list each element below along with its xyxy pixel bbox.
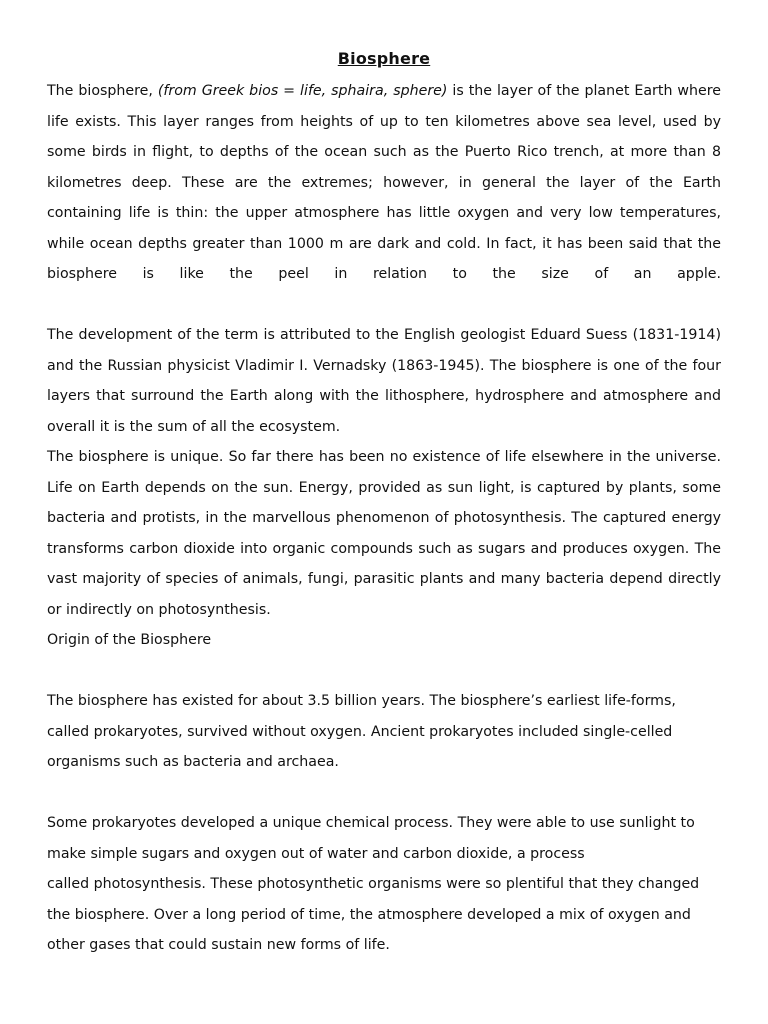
paragraph-intro-rest: is the layer of the planet Earth where life exists. This layer ranges from heights of up to ten kilometres above sea level, used by some birds in flight, to depths of the ocean such as the Puerto Rico trench, at more than 8 kilometres deep. These are the extremes; however, in general the layer of the Earth containing life is thin: the upper atmosphere has little oxygen and very low temperatures, while ocean depths greater than 1000 m are dark and cold. In fact, it has been said that the biosphere is like the peel in relation to the size of an apple. — [47, 83, 721, 282]
paragraph-intro-etymology: (from Greek bios = life, sphaira, sphere) — [157, 83, 448, 99]
paragraph-line: the biosphere. Over a long period of time, the atmosphere developed a mix of oxygen and — [47, 906, 691, 923]
paragraph-uniqueness: The biosphere is unique. So far there has been no existence of life elsewhere in the universe. Life on Earth depends on the sun. Energy, provided as sun light, is captured by plants, some bacteria and protists, in the marvellous phenomenon of photosynthesis. The captured energy transforms carbon dioxide into organic compounds such as sugars and produces oxygen. The vast majority of species of animals, fungi, parasitic plants and many bacteria depend directly or indirectly on photosynthesis. — [47, 449, 721, 618]
paragraph-line: called photosynthesis. These photosynthetic organisms were so plentiful that they changed — [47, 876, 700, 892]
paragraph-photosynthesis — [47, 808, 721, 961]
paragraph-line: Some prokaryotes developed a unique chemical process. They were able to use sunlight to — [47, 815, 695, 831]
document-page — [47, 46, 721, 961]
paragraph-gap — [47, 778, 721, 809]
paragraph-intro — [47, 76, 721, 290]
section-heading-origin: Origin of the Biosphere — [47, 632, 212, 648]
paragraph-earliest-life: The biosphere has existed for about 3.5 billion years. The biosphere’s earliest life-forms, called prokaryotes, survived without oxygen. Ancient prokaryotes included single-celled organisms such as bacteria and archaea. — [47, 693, 676, 770]
paragraph-line: other gases that could sustain new forms of life. — [47, 937, 390, 953]
page-title: Biosphere — [337, 49, 431, 68]
paragraph-line: make simple sugars and oxygen out of water and carbon dioxide, a process — [47, 845, 585, 862]
paragraph-term-origin: The development of the term is attributed to the English geologist Eduard Suess (1831-1914) and the Russian physicist Vladimir I. Vernadsky (1863-1945). The biosphere is one of the four layers that surround the Earth along with the lithosphere, hydrosphere and atmosphere and overall it is the sum of all the ecosystem. — [47, 327, 721, 435]
paragraph-gap — [47, 290, 721, 321]
paragraph-intro-start: The biosphere, — [47, 83, 158, 99]
paragraph-gap — [47, 656, 721, 687]
